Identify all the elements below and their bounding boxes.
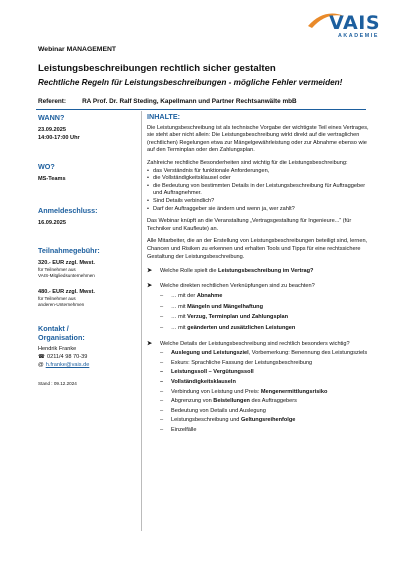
question-details: ➤ Welche Details der Leistungsbeschreibung sind rechtlich besonders wichtig? (147, 340, 350, 347)
list-item: – Bedeutung von Details und Auslegung (160, 407, 266, 414)
mitarbeiter-paragraph: Alle Mitarbeiter, die an der Erstellung von Leistungsbeschreibungen beteiligt sind, lernen, Chancen und Risiken zu erkennen und erhalten Tools und Tipps für eine rechtssichere Gestaltung der Leistungsbeschreibung. (147, 238, 368, 260)
arrow-right-icon: ➤ (147, 340, 153, 347)
list-item: • die Bedeutung von bestimmten Details in der Leistungsbeschreibung für Auftraggeber und Auftragnehmer. (147, 183, 369, 198)
wo-heading: WO? (38, 162, 55, 171)
list-item: • das Verständnis für funktionale Anforderungen, (147, 168, 369, 176)
list-item: – Verbindung von Leistung und Preis: Mengenermittlungsrisiko (160, 388, 328, 395)
list-item: – Vollständigkeitsklauseln (160, 379, 236, 386)
header-divider (36, 109, 366, 110)
list-item: – Leistungssoll – Vergütungssoll (160, 369, 254, 376)
anmeldeschluss-value: 16.09.2025 (38, 220, 66, 226)
page-title: Leistungsbeschreibungen rechtlich sicher gestalten (38, 63, 276, 74)
wo-value: MS-Teams (38, 176, 66, 182)
question-verknuepfungen: ➤ Welche direkten rechtlichen Verknüpfungen sind zu beachten? (147, 282, 315, 289)
webinar-kicker: Webinar MANAGEMENT (38, 46, 117, 53)
left-column (38, 113, 138, 387)
question-rolle: ➤ Welche Rolle spielt die Leistungsbeschreibung im Vertrag? (147, 268, 314, 275)
logo-sub: AKADEMIE (337, 33, 379, 39)
list-item: – Abgrenzung von Beistellungen des Auftraggebers (160, 398, 297, 405)
fee-others: 480.- EUR zzgl. Mwst. (38, 289, 95, 295)
contact-phone: 0211/4 98 70-39 (46, 354, 88, 360)
list-item: – … mit Verzug, Terminplan und Zahlungsplan (160, 314, 289, 321)
list-item: – Leistungsbeschreibung und Geltungsreihenfolge (160, 417, 296, 424)
column-divider (141, 111, 142, 531)
list-item: • Sind Details verbindlich? (147, 198, 369, 206)
email-icon: @ (38, 362, 44, 368)
wann-heading: WANN? (38, 113, 65, 122)
fee-members: 320.- EUR zzgl. Mwst. (38, 260, 95, 266)
wann-time: 14:00-17:00 Uhr (38, 135, 80, 141)
fee-others-who: anderen-Unternehmen (38, 302, 85, 307)
stand-date: Stand : 09.12.2024 (38, 381, 77, 386)
organisation-heading: Organisation: (38, 333, 85, 342)
wann-date: 23.09.2025 (38, 127, 66, 133)
list-item: • Darf der Auftraggeber sie ändern und wenn ja, wer zahlt? (147, 206, 369, 214)
logo-word: VAIS (329, 12, 380, 34)
page-subtitle: Rechtliche Regeln für Leistungsbeschreibungen - mögliche Fehler vermeiden! (38, 78, 343, 87)
fee-others-for: für Teilnehmer aus (38, 296, 76, 301)
contact-email-row (38, 361, 138, 369)
list-item: – Exkurs: Sprachliche Fassung der Leistungsbeschreibung (160, 359, 313, 366)
list-item: – … mit Mängeln und Mängelhaftung (160, 303, 263, 310)
fee-members-who: VAIS-Mitgliedsunternehmen (38, 273, 95, 278)
list-item: – … mit geänderten und zusätzlichen Leistungen (160, 325, 296, 332)
contact-email-link[interactable]: h.franke@vais.de (45, 362, 90, 368)
fee-members-for: für Teilnehmer aus (38, 267, 76, 272)
list-item: – Auslegung und Leistungsziel, Vorbemerkung: Benennung des Leistungsziels (160, 350, 368, 357)
kontakt-heading: Kontakt / (38, 324, 69, 333)
contact-phone-row (38, 353, 138, 361)
list-item: – Einzelfälle (160, 427, 197, 433)
besonderheiten-paragraph: Zahlreiche rechtliche Besonderheiten sind wichtig für die Leistungsbeschreibung: (147, 159, 348, 166)
veranstaltung-paragraph: Das Webinar knüpft an die Veranstaltung „Vertragsgestaltung für Ingenieure...“ (für Techniker und Kaufleute) an. (147, 218, 352, 232)
phone-icon: ☎ (38, 354, 45, 360)
contact-name: Hendrik Franke (38, 346, 77, 352)
intro-paragraph: Die Leistungsbeschreibung ist als technische Vorgabe der wichtigste Teil eines Vertrages, sie steht aber nicht allein: Die Leistungsbeschreibung wirkt direkt auf die vertraglichen (rechtlichen) Regelungen etwa zur Mängelgewährleistung oder zur Abnahme ebenso wie auf den Terminplan oder den Zahlungsplan. (147, 124, 369, 154)
arrow-right-icon: ➤ (147, 282, 153, 289)
fee-heading: Teilnahmegebühr: (38, 246, 100, 255)
arrow-right-icon: ➤ (147, 268, 153, 275)
referent-label: Referent: (38, 98, 67, 105)
referent-line (38, 98, 297, 105)
anmeldeschluss-heading: Anmeldeschluss: (38, 206, 98, 215)
referent-value: RA Prof. Dr. Ralf Steding, Kapellmann und Partner Rechtsanwälte mbB (82, 98, 297, 105)
list-item: • die Vollständigkeitsklausel oder (147, 175, 369, 183)
right-column (147, 113, 369, 435)
list-item: – … mit der Abnahme (160, 293, 223, 300)
vais-logo (308, 14, 380, 40)
inhalte-heading: INHALTE: (147, 112, 181, 121)
